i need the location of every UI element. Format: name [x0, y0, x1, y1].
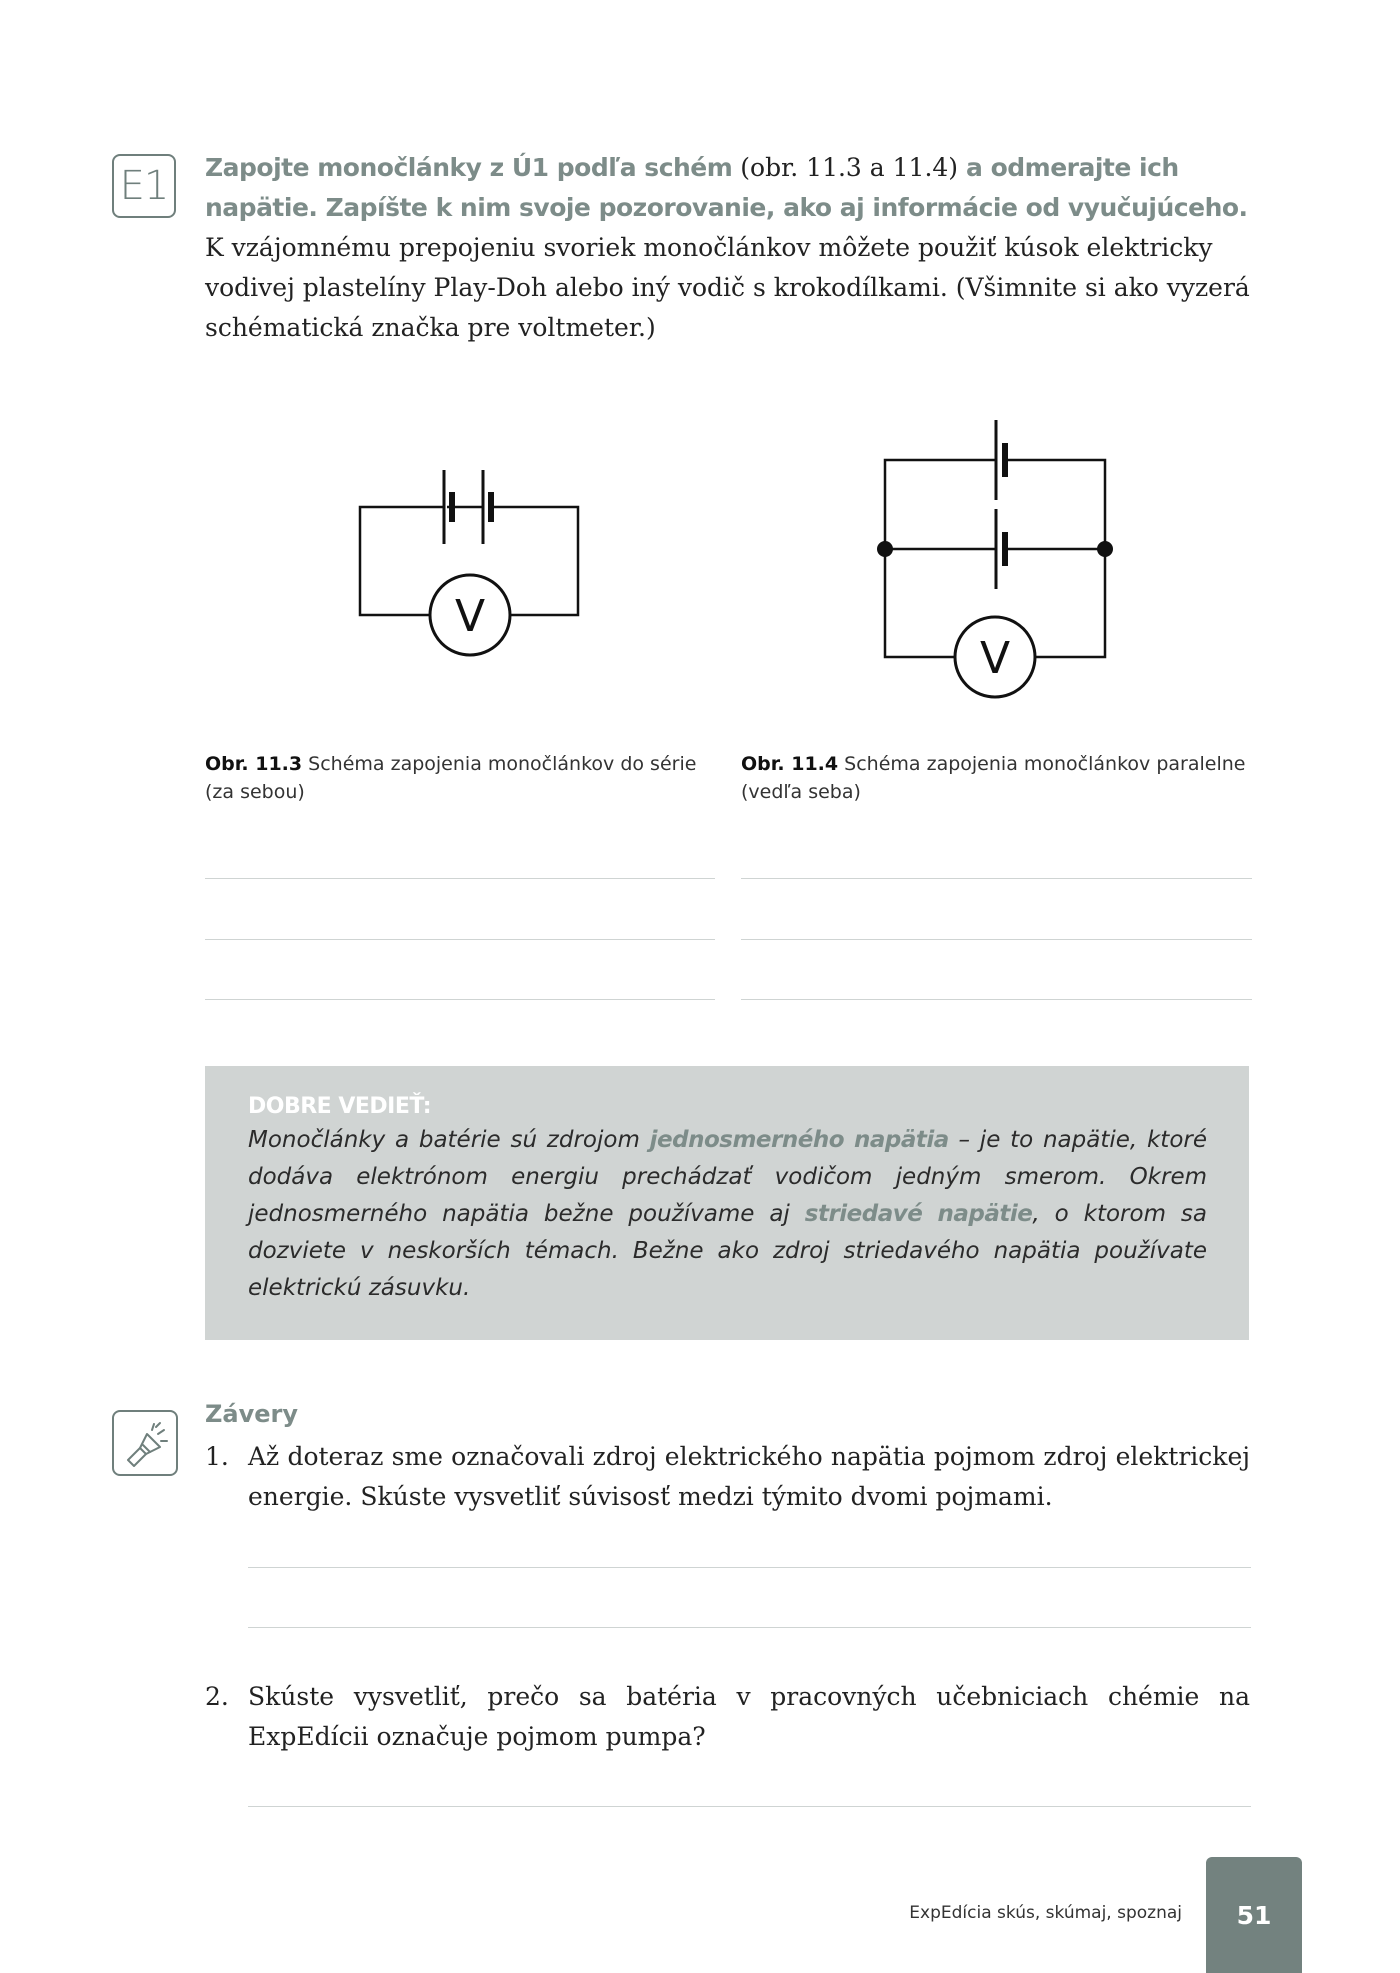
parallel-junction-right — [1097, 541, 1113, 557]
exercise-intro — [205, 148, 1250, 348]
figure-11-3-text: Schéma zapojenia monočlánkov do série (za sebou) — [205, 753, 697, 803]
question-number: 1. — [205, 1442, 229, 1471]
good-to-know-text — [248, 1122, 1207, 1307]
good-to-know-title: DOBRE VEDIEŤ: — [248, 1094, 431, 1119]
footer-series-title: ExpEdícia skús, skúmaj, spoznaj — [909, 1903, 1182, 1923]
info-text-part: , o ktorom sa dozviete v neskorších témach. Bežne ako zdroj striedavého napätia používate elektrickú zásuvku. — [248, 1201, 1207, 1301]
series-voltmeter-label: V — [454, 591, 486, 642]
answer-line[interactable] — [205, 999, 715, 1000]
figure-11-4-label: Obr. 11.4 — [741, 753, 839, 775]
answer-line[interactable] — [205, 878, 715, 879]
answer-line[interactable] — [205, 939, 715, 940]
info-keyword: striedavé napätie — [804, 1201, 1033, 1227]
good-to-know-box — [205, 1066, 1249, 1340]
info-keyword: jednosmerného napätia — [649, 1127, 949, 1153]
answer-line[interactable] — [248, 1627, 1251, 1628]
parallel-circuit-diagram — [875, 415, 1115, 705]
page-number: 51 — [1206, 1857, 1302, 1973]
info-text-part: Monočlánky a batérie sú zdrojom — [248, 1127, 650, 1153]
parallel-voltmeter-label: V — [979, 633, 1011, 684]
series-circuit-diagram — [350, 460, 590, 670]
answer-line[interactable] — [248, 1567, 1251, 1568]
figure-11-3-caption — [205, 750, 725, 806]
conclusions-badge — [112, 1410, 178, 1476]
answer-line[interactable] — [248, 1806, 1251, 1807]
exercise-instruction-1: Zapojte monočlánky z Ú1 podľa schém — [205, 153, 733, 182]
question-text: Skúste vysvetliť, prečo sa batéria v pracovných učebniciach chémie na ExpEdícii označuje pojmom pumpa? — [248, 1682, 1250, 1751]
exercise-instruction-2: a odmerajte ich napätie. Zapíšte k nim svoje pozorovanie, ako aj informácie od vyučujúceho. — [205, 153, 1248, 222]
exercise-badge: E1 — [112, 154, 176, 218]
question-2 — [205, 1677, 1250, 1757]
parallel-junction-left — [877, 541, 893, 557]
question-number: 2. — [205, 1682, 229, 1711]
question-1 — [205, 1437, 1250, 1517]
figure-11-4-caption — [741, 750, 1261, 806]
answer-line[interactable] — [741, 939, 1252, 940]
figure-11-4-text: Schéma zapojenia monočlánkov paralelne (vedľa seba) — [741, 753, 1246, 803]
figure-11-3-label: Obr. 11.3 — [205, 753, 303, 775]
conclusions-title: Závery — [205, 1400, 298, 1428]
exercise-figure-ref: (obr. 11.3 a 11.4) — [740, 153, 959, 182]
answer-line[interactable] — [741, 878, 1252, 879]
info-text-part: – je to napätie, ktoré dodáva elektrónom energiu prechádzať vodičom jedným smerom. Okrem jednosmerného napätia bežne používame aj — [248, 1127, 1208, 1227]
question-text: Až doteraz sme označovali zdroj elektrického napätia pojmom zdroj elektrickej energie. Skúste vysvetliť súvisosť medzi týmito dvomi pojmami. — [248, 1442, 1250, 1511]
exercise-body: K vzájomnému prepojeniu svoriek monočlánkov môžete použiť kúsok elektricky vodivej plastelíny Play-Doh alebo iný vodič s krokodílkami. (Všimnite si ako vyzerá schématická značka pre voltmeter.) — [205, 233, 1250, 342]
answer-line[interactable] — [741, 999, 1252, 1000]
flashlight-icon — [114, 1412, 176, 1474]
